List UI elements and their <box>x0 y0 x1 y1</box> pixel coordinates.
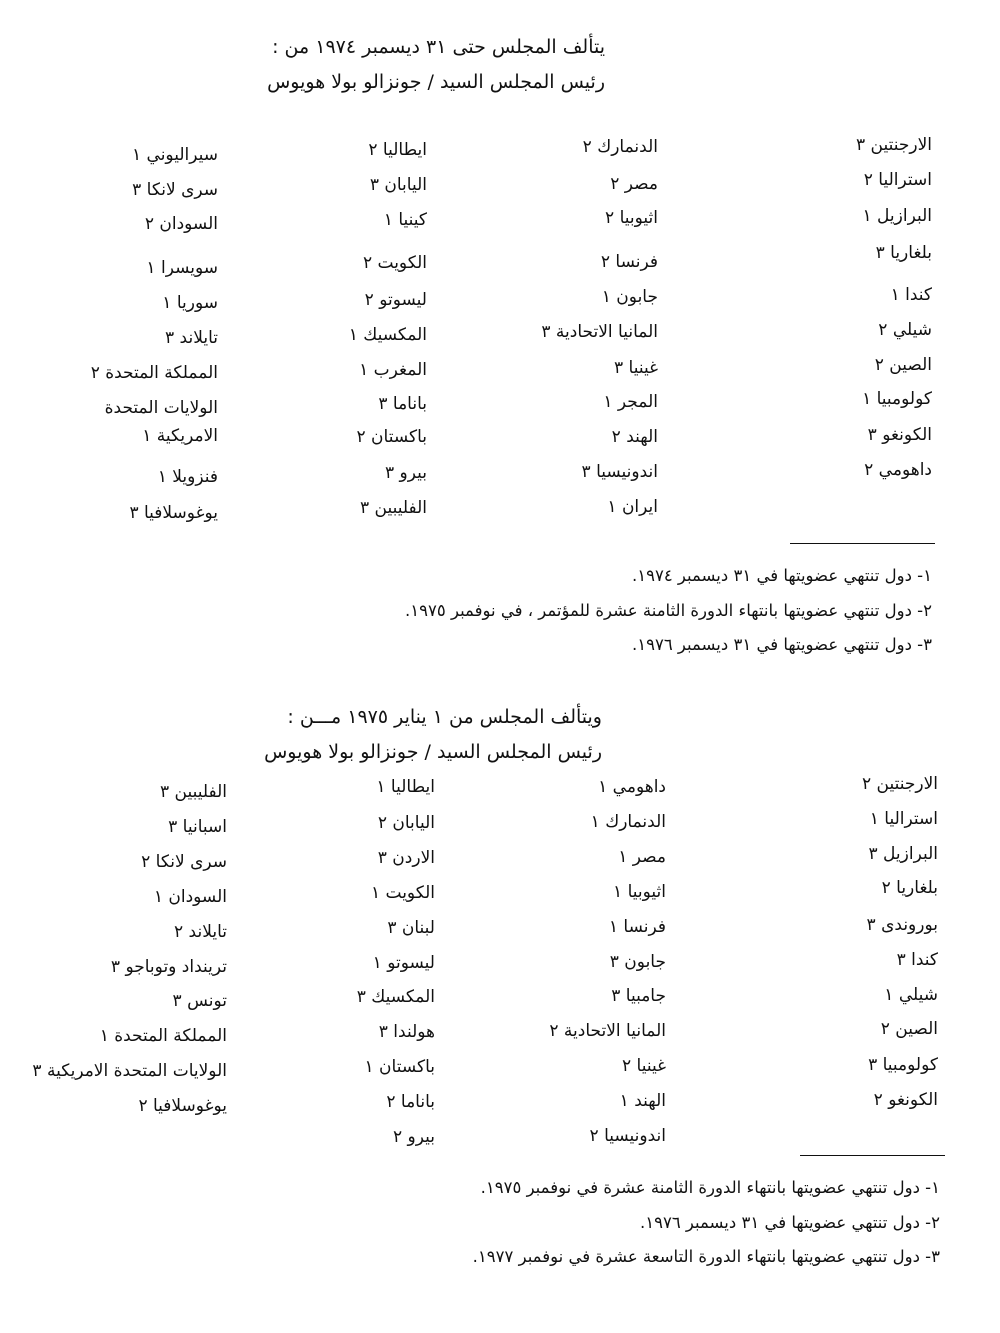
s2-entry: اثيوبيا ١ <box>613 882 666 902</box>
s1-entry: استراليا ٢ <box>863 170 932 190</box>
s1-entry: الدنمارك ٢ <box>582 137 658 157</box>
s2-footnote: ٢- دول تنتهي عضويتها في ٣١ ديسمبر ١٩٧٦. <box>639 1213 940 1232</box>
s2-entry: البرازيل ٣ <box>868 844 938 864</box>
s2-entry: شيلي ١ <box>884 985 938 1005</box>
s1-entry: ايطاليا ٢ <box>368 140 427 160</box>
s2-entry: هولندا ٣ <box>378 1022 435 1042</box>
s2-entry: فرنسا ١ <box>608 917 666 937</box>
s1-entry: الكويت ٢ <box>362 253 427 273</box>
s1-entry: كندا ١ <box>890 285 932 305</box>
s1-footnote: ٣- دول تنتهي عضويتها في ٣١ ديسمبر ١٩٧٦. <box>631 635 932 654</box>
s2-entry: الولايات المتحدة الامريكية ٣ <box>32 1061 227 1081</box>
s2-entry: بيرو ٢ <box>393 1127 435 1147</box>
s2-entry: كولومبيا ٣ <box>868 1055 938 1075</box>
s2-entry: سرى لانكا ٢ <box>141 852 227 872</box>
footnote-divider <box>790 543 935 544</box>
s2-entry: السودان ١ <box>153 887 227 907</box>
s1-entry: سوريا ١ <box>162 293 218 313</box>
s2-entry: الاردن ٣ <box>377 848 435 868</box>
s1-entry: فرنسا ٢ <box>600 252 658 272</box>
s1-entry: الفليبين ٣ <box>359 498 427 518</box>
s2-entry: لبنان ٣ <box>387 918 435 938</box>
s2-entry: داهومي ١ <box>598 777 666 797</box>
s1-entry: غينيا ٣ <box>613 358 658 378</box>
section2-title: ويتألف المجلس من ١ يناير ١٩٧٥ مـــن : <box>287 706 602 728</box>
footnote-divider <box>800 1155 945 1156</box>
s2-entry: ليسوتو ١ <box>372 953 435 973</box>
s1-entry: البرازيل ١ <box>862 206 932 226</box>
s2-entry: الارجنتين ٢ <box>861 774 938 794</box>
s1-entry: اندونيسيا ٣ <box>581 462 658 482</box>
s1-entry: تايلاند ٣ <box>165 328 218 348</box>
s2-entry: تونس ٣ <box>172 991 227 1011</box>
s1-entry: المكسيك ١ <box>348 325 427 345</box>
s2-entry: المملكة المتحدة ١ <box>99 1026 227 1046</box>
s2-entry: جابون ٣ <box>609 952 666 972</box>
s2-entry: باناما ٢ <box>386 1092 435 1112</box>
s2-entry: يوغوسلافيا ٢ <box>138 1096 227 1116</box>
s2-entry: الهند ١ <box>619 1091 666 1111</box>
s1-entry: الامريكية ١ <box>142 426 218 446</box>
s2-entry: اليابان ٢ <box>377 813 435 833</box>
s2-entry: تايلاند ٢ <box>174 922 227 942</box>
s2-entry: الكونغو ٢ <box>873 1090 938 1110</box>
s2-entry: اسبانيا ٣ <box>168 817 227 837</box>
s2-entry: غينيا ٢ <box>621 1056 666 1076</box>
s1-entry: سويسرا ١ <box>146 258 218 278</box>
s1-entry: ليسوتو ٢ <box>364 290 427 310</box>
s2-entry: اندونيسيا ٢ <box>589 1126 666 1146</box>
s2-entry: استراليا ١ <box>869 809 938 829</box>
s1-entry: شيلي ٢ <box>878 320 932 340</box>
s2-entry: الفليبين ٣ <box>159 782 227 802</box>
s1-footnote: ٢- دول تنتهي عضويتها بانتهاء الدورة الثامنة عشرة للمؤتمر ، في نوفمبر ١٩٧٥. <box>405 601 932 620</box>
s2-entry: ترينداد وتوباجو ٣ <box>110 957 227 977</box>
s1-entry: سرى لانكا ٣ <box>132 180 218 200</box>
s1-entry: سيراليوني ١ <box>131 145 218 165</box>
s2-entry: جامبيا ٣ <box>611 986 666 1006</box>
section2-president: رئيس المجلس السيد / جونزالو بولا هويوس <box>264 741 602 763</box>
s2-footnote: ١- دول تنتهي عضويتها بانتهاء الدورة الثامنة عشرة في نوفمبر ١٩٧٥. <box>480 1178 940 1197</box>
s1-entry: الصين ٢ <box>874 355 932 375</box>
s2-entry: ايطاليا ١ <box>376 777 435 797</box>
s1-entry: بيرو ٣ <box>385 463 427 483</box>
s1-entry: المملكة المتحدة ٢ <box>90 363 218 383</box>
s2-entry: الدنمارك ١ <box>590 812 666 832</box>
s1-entry: اليابان ٣ <box>369 175 427 195</box>
s1-entry: باناما ٣ <box>378 394 427 414</box>
s1-entry: كينيا ١ <box>383 210 427 230</box>
s2-entry: مصر ١ <box>618 847 666 867</box>
s1-entry: مصر ٢ <box>610 174 658 194</box>
section1-title: يتألف المجلس حتى ٣١ ديسمبر ١٩٧٤ من : <box>272 36 605 58</box>
s1-entry: الارجنتين ٣ <box>855 135 932 155</box>
s2-entry: المانيا الاتحادية ٢ <box>549 1021 666 1041</box>
s2-entry: باكستان ١ <box>364 1057 435 1077</box>
s1-footnote: ١- دول تنتهي عضويتها في ٣١ ديسمبر ١٩٧٤. <box>631 566 932 585</box>
s1-entry: المغرب ١ <box>359 360 427 380</box>
s1-entry: اثيوبيا ٢ <box>605 208 658 228</box>
s2-entry: الكويت ١ <box>370 883 435 903</box>
s1-entry: داهومي ٢ <box>864 460 932 480</box>
s1-entry: ايران ١ <box>607 497 658 517</box>
s2-entry: كندا ٣ <box>896 950 938 970</box>
s1-entry: باكستان ٢ <box>356 427 427 447</box>
s1-entry: المجر ١ <box>603 392 658 412</box>
s1-entry: كولومبيا ١ <box>862 389 932 409</box>
s1-entry: الولايات المتحدة <box>104 398 218 418</box>
s1-entry: يوغوسلافيا ٣ <box>129 503 218 523</box>
s2-entry: المكسيك ٣ <box>356 987 435 1007</box>
s1-entry: الكونغو ٣ <box>867 425 932 445</box>
section1-president: رئيس المجلس السيد / جونزالو بولا هويوس <box>267 71 605 93</box>
s2-entry: بوروندى ٣ <box>866 915 938 935</box>
s2-entry: بلغاريا ٢ <box>881 878 938 898</box>
s2-footnote: ٣- دول تنتهي عضويتها بانتهاء الدورة التاسعة عشرة في نوفمبر ١٩٧٧. <box>472 1247 940 1266</box>
s2-entry: الصين ٢ <box>880 1019 938 1039</box>
s1-entry: الهند ٢ <box>611 427 658 447</box>
s1-entry: السودان ٢ <box>144 214 218 234</box>
s1-entry: جابون ١ <box>601 287 658 307</box>
s1-entry: المانيا الاتحادية ٣ <box>541 322 658 342</box>
s1-entry: فنزويلا ١ <box>157 467 218 487</box>
s1-entry: بلغاريا ٣ <box>875 243 932 263</box>
